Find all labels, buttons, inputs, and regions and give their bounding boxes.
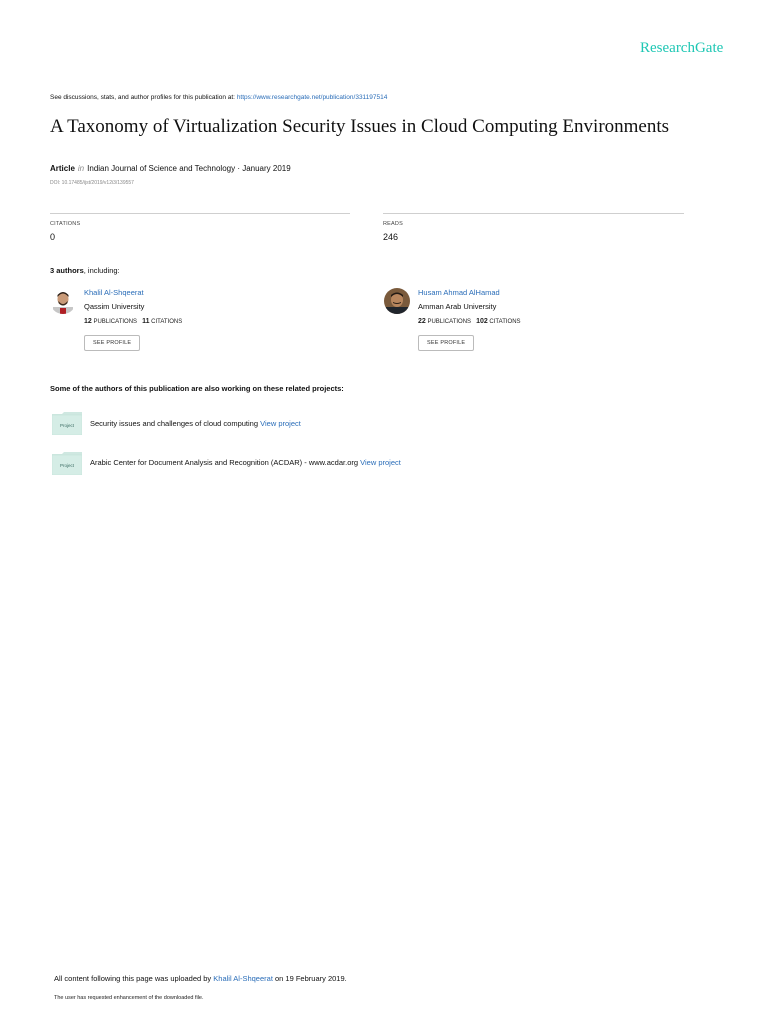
publications-label: PUBLICATIONS [93,319,138,325]
citations-count-label: CITATIONS [489,319,521,325]
publication-meta [50,164,291,173]
article-type: Article [50,164,75,173]
publications-label: PUBLICATIONS [427,319,472,325]
citations-count: 11 [142,318,150,325]
author-avatar[interactable] [384,288,410,314]
publication-title: A Taxonomy of Virtualization Security Issues in Cloud Computing Environments [50,116,670,137]
publications-count: 12 [84,318,92,325]
person-photo-icon [50,288,76,314]
see-profile-button[interactable]: SEE PROFILE [418,335,474,351]
author-stats [418,318,521,325]
citations-divider [50,213,350,214]
in-word: in [77,164,85,173]
author-card [384,288,664,358]
reads-value: 246 [383,232,399,242]
upload-footer [54,974,347,983]
project-folder-icon [52,451,82,475]
project-description [90,419,301,428]
upload-suffix: on 19 February 2019. [275,974,347,983]
authors-suffix: , including: [83,266,120,275]
authors-count: 3 authors [50,266,84,275]
enhancement-note: The user has requested enhancement of the downloaded file. [54,995,204,1001]
publication-url-link[interactable]: https://www.researchgate.net/publication/331197514 [236,94,388,101]
uploader-link[interactable]: Khalil Al-Shqeerat [213,974,273,983]
project-title: Arabic Center for Document Analysis and Recognition (ACDAR) - www.acdar.org [90,458,359,467]
see-profile-button[interactable]: SEE PROFILE [84,335,140,351]
reads-label: READS [383,221,403,227]
author-stats [84,318,182,325]
discussion-prefix: See discussions, stats, and author profiles for this publication at: [50,94,235,101]
discussion-line [50,94,387,101]
authors-heading [50,266,120,275]
author-card [50,288,330,358]
person-photo-icon [384,288,410,314]
researchgate-logo[interactable]: ResearchGate [640,40,724,56]
project-title: Security issues and challenges of cloud computing [90,419,259,428]
publications-count: 22 [418,318,426,325]
citations-value: 0 [50,232,56,242]
author-avatar[interactable] [50,288,76,314]
project-description [90,458,401,467]
project-icon-label: Project [59,463,75,468]
reads-divider [383,213,684,214]
project-item [52,411,82,435]
author-name-link[interactable]: Husam Ahmad AlHamad [418,288,500,297]
project-folder-icon [52,411,82,435]
project-icon-label: Project [59,423,75,428]
project-item [52,451,82,475]
related-projects-heading: Some of the authors of this publication are also working on these related projects: [50,384,344,393]
citations-label: CITATIONS [50,221,81,227]
upload-prefix: All content following this page was uploaded by [54,974,212,983]
citations-count-label: CITATIONS [151,319,183,325]
citations-count: 102 [476,318,488,325]
author-name-link[interactable]: Khalil Al-Shqeerat [84,288,144,297]
author-institution: Qassim University [84,302,145,311]
view-project-link[interactable]: View project [260,419,301,428]
journal-name: Indian Journal of Science and Technology · January 2019 [87,164,291,173]
doi-text: DOI: 10.17485/ijst/2019/v12i3/139557 [50,180,134,186]
view-project-link[interactable]: View project [360,458,401,467]
author-institution: Amman Arab University [418,302,497,311]
